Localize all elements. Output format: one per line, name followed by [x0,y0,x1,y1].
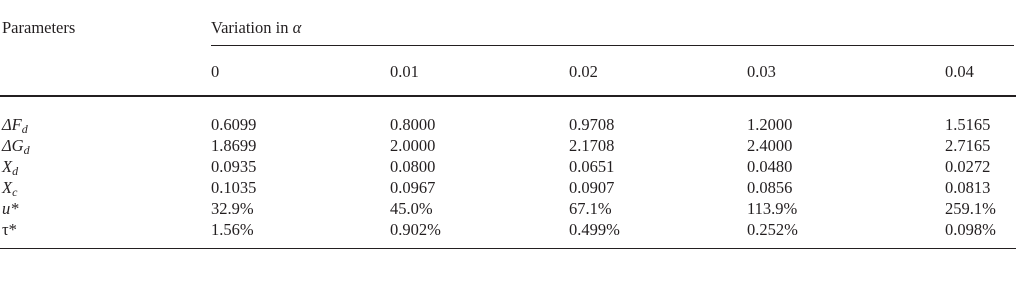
bottom-rule [0,248,1016,249]
table-cell: 0.902% [390,220,441,239]
table-cell: 0.6099 [211,115,257,134]
alpha-value: 0 [211,62,220,81]
table-cell: 0.1035 [211,178,257,197]
table-cell: 0.499% [569,220,620,239]
table-cell: 0.098% [945,220,996,239]
param-symbol: u* [2,199,19,218]
param-symbol: ΔF [2,115,22,134]
table-cell: 0.0272 [945,157,991,176]
table-cell: 0.0480 [747,157,793,176]
spanner-rule [211,45,1014,46]
param-symbol: ΔG [2,136,24,155]
table-cell: 1.8699 [211,136,257,155]
table-cell: 0.0651 [569,157,615,176]
table-cell: 0.0856 [747,178,793,197]
param-symbol: X [2,157,13,176]
alpha-value: 0.02 [569,62,598,81]
table-cell: 1.2000 [747,115,793,134]
table-cell: 2.0000 [390,136,436,155]
header-variation-label: Variation in [211,18,289,37]
header-parameters: Parameters [2,18,76,37]
table-cell: 0.0813 [945,178,991,197]
param-subscript: d [12,164,19,178]
table-cell: 259.1% [945,199,996,218]
param-symbol: X [2,178,13,197]
table-cell: 1.56% [211,220,254,239]
table-cell: 0.9708 [569,115,615,134]
param-subscript: c [12,185,18,199]
table-cell: 2.4000 [747,136,793,155]
table-cell: 0.8000 [390,115,436,134]
alpha-symbol: α [292,18,302,37]
table-cell: 32.9% [211,199,254,218]
table-cell: 45.0% [390,199,433,218]
row-param-u-star [2,199,19,219]
table-cell: 0.0907 [569,178,615,197]
table-cell: 2.1708 [569,136,615,155]
table-cell: 0.0967 [390,178,436,197]
param-symbol: τ* [2,220,17,239]
table-cell: 1.5165 [945,115,991,134]
alpha-value: 0.01 [390,62,419,81]
param-subscript: d [21,122,28,136]
table-cell: 2.7165 [945,136,991,155]
param-subscript: d [23,143,30,157]
table-cell: 0.0935 [211,157,257,176]
table-cell: 113.9% [747,199,798,218]
table-cell: 0.0800 [390,157,436,176]
table-cell: 0.252% [747,220,798,239]
table-cell: 67.1% [569,199,612,218]
row-param-tau-star [2,220,17,240]
alpha-value: 0.04 [945,62,974,81]
header-variation [211,18,301,38]
alpha-value: 0.03 [747,62,776,81]
header-rule [0,95,1016,97]
